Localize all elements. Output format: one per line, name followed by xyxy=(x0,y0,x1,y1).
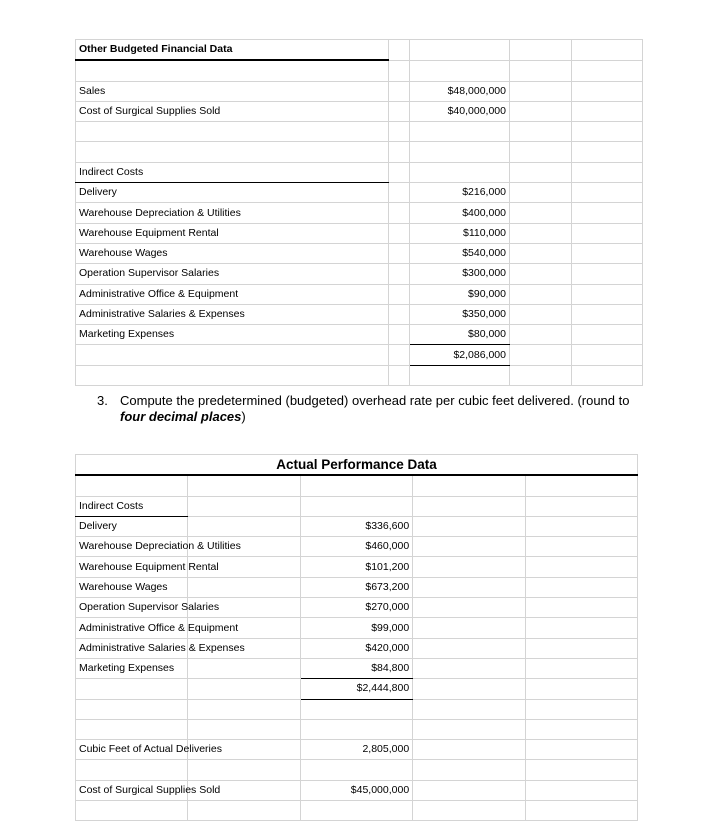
table-row xyxy=(76,325,643,345)
cost-label: Warehouse Wages xyxy=(76,243,389,263)
table-row xyxy=(76,101,643,121)
cost-label: Delivery xyxy=(76,516,188,536)
table-row xyxy=(76,142,643,162)
table-row xyxy=(76,223,643,243)
row-value: $40,000,000 xyxy=(410,101,510,121)
cost-value: $350,000 xyxy=(410,304,510,324)
section-header: Other Budgeted Financial Data xyxy=(76,40,389,61)
table-row xyxy=(76,699,638,719)
cost-label: Warehouse Depreciation & Utilities xyxy=(76,537,188,557)
cubic-feet-label: Cubic Feet of Actual Deliveries xyxy=(76,740,188,760)
cost-label: Marketing Expenses xyxy=(76,325,389,345)
actual-performance-table xyxy=(75,454,638,821)
row-label: Sales xyxy=(76,81,389,101)
total-value: $2,086,000 xyxy=(410,345,510,365)
table-row xyxy=(76,719,638,739)
cost-value: $90,000 xyxy=(410,284,510,304)
table-row xyxy=(76,638,638,658)
table-row xyxy=(76,658,638,678)
cost-value: $84,800 xyxy=(300,658,412,678)
table-row xyxy=(76,557,638,577)
table-row xyxy=(76,284,643,304)
cost-label: Delivery xyxy=(76,183,389,203)
cost-label: Warehouse Wages xyxy=(76,577,188,597)
table-row xyxy=(76,740,638,760)
table-row xyxy=(76,304,643,324)
question-3 xyxy=(97,393,657,425)
table-row xyxy=(76,598,638,618)
section-title: Actual Performance Data xyxy=(76,455,638,476)
table-row xyxy=(76,60,643,81)
cost-label: Administrative Salaries & Expenses xyxy=(76,304,389,324)
question-emphasis: four decimal places xyxy=(120,409,242,424)
table-row xyxy=(76,801,638,821)
cost-value: $540,000 xyxy=(410,243,510,263)
budgeted-data-table xyxy=(75,39,643,386)
table-row xyxy=(76,264,643,284)
table-row xyxy=(76,243,643,263)
table-row xyxy=(76,40,643,61)
cost-value: $673,200 xyxy=(300,577,412,597)
table-row xyxy=(76,516,638,536)
cost-value: $336,600 xyxy=(300,516,412,536)
cost-value: $300,000 xyxy=(410,264,510,284)
table-row xyxy=(76,618,638,638)
cost-label: Warehouse Depreciation & Utilities xyxy=(76,203,389,223)
cost-value: $420,000 xyxy=(300,638,412,658)
cubic-feet-value: 2,805,000 xyxy=(300,740,412,760)
table-row xyxy=(76,496,638,516)
question-text: Compute the predetermined (budgeted) overhead rate per cubic feet delivered. (round to four decimal places) xyxy=(120,393,630,424)
table-row xyxy=(76,679,638,699)
cost-supplies-value: $45,000,000 xyxy=(300,780,412,800)
row-label: Cost of Surgical Supplies Sold xyxy=(76,101,389,121)
total-value: $2,444,800 xyxy=(300,679,412,699)
table-row xyxy=(76,365,643,385)
cost-label: Warehouse Equipment Rental xyxy=(76,223,389,243)
table-row xyxy=(76,455,638,476)
table-row xyxy=(76,345,643,365)
cost-label: Administrative Salaries & Expenses xyxy=(76,638,188,658)
indirect-costs-header: Indirect Costs xyxy=(76,496,188,516)
table-row xyxy=(76,162,643,182)
cost-label: Operation Supervisor Salaries xyxy=(76,598,188,618)
cost-value: $101,200 xyxy=(300,557,412,577)
indirect-costs-header: Indirect Costs xyxy=(76,162,389,182)
table-row xyxy=(76,122,643,142)
cost-label: Marketing Expenses xyxy=(76,658,188,678)
cost-label: Administrative Office & Equipment xyxy=(76,284,389,304)
table-row xyxy=(76,537,638,557)
question-number: 3. xyxy=(97,393,108,408)
cost-value: $99,000 xyxy=(300,618,412,638)
table-row xyxy=(76,475,638,496)
cost-value: $460,000 xyxy=(300,537,412,557)
table-row xyxy=(76,760,638,780)
cost-value: $80,000 xyxy=(410,325,510,345)
row-value: $48,000,000 xyxy=(410,81,510,101)
cost-value: $270,000 xyxy=(300,598,412,618)
cost-label: Warehouse Equipment Rental xyxy=(76,557,188,577)
table-row xyxy=(76,203,643,223)
table-row xyxy=(76,577,638,597)
cost-value: $216,000 xyxy=(410,183,510,203)
table-row xyxy=(76,780,638,800)
cost-value: $110,000 xyxy=(410,223,510,243)
table-row xyxy=(76,183,643,203)
cost-label: Operation Supervisor Salaries xyxy=(76,264,389,284)
cost-supplies-label: Cost of Surgical Supplies Sold xyxy=(76,780,188,800)
table-row xyxy=(76,81,643,101)
cost-value: $400,000 xyxy=(410,203,510,223)
cost-label: Administrative Office & Equipment xyxy=(76,618,188,638)
